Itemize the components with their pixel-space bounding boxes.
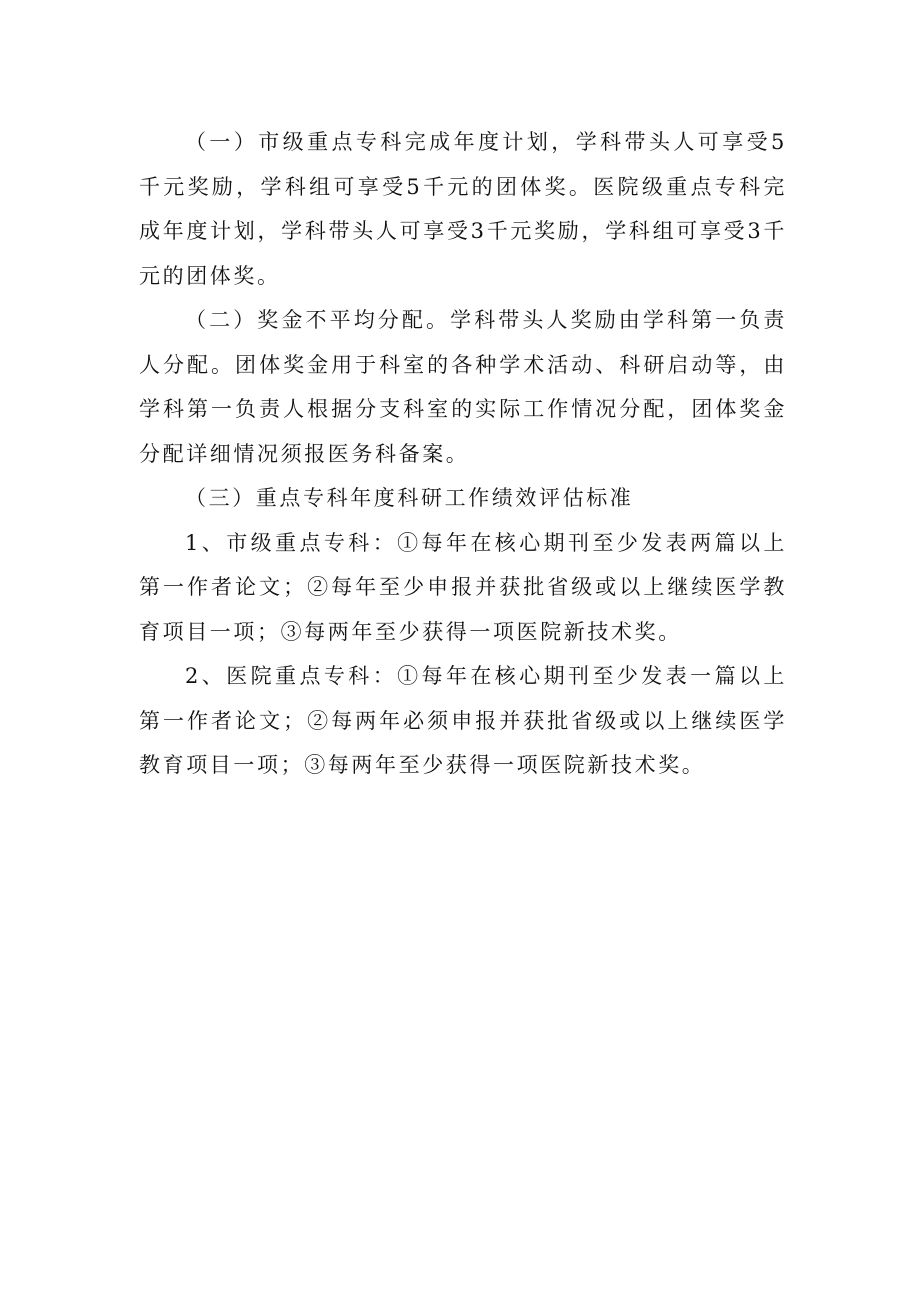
paragraph-city-specialty-criteria: 1、市级重点专科：①每年在核心期刊至少发表两篇以上第一作者论文；②每年至少申报并获批省级或以上继续医学教育项目一项；③每两年至少获得一项医院新技术奖。: [139, 530, 787, 644]
paragraph-bonus-distribution: （二）奖金不平均分配。学科带头人奖励由学科第一负责人分配。团体奖金用于科室的各种学术活动、科研启动等，由学科第一负责人根据分支科室的实际工作情况分配，团体奖金分配详细情况须报医务科备案。: [139, 308, 787, 466]
paragraph-evaluation-heading: （三）重点专科年度科研工作绩效评估标准: [185, 486, 634, 510]
document-body: [139, 120, 787, 788]
paragraph-reward-amounts: （一）市级重点专科完成年度计划，学科带头人可享受5千元奖励，学科组可享受5千元的团体奖。医院级重点专科完成年度计划，学科带头人可享受3千元奖励，学科组可享受3千元的团体奖。: [139, 130, 787, 288]
paragraph-hospital-specialty-criteria: 2、医院重点专科：①每年在核心期刊至少发表一篇以上第一作者论文；②每两年必须申报并获批省级或以上继续医学教育项目一项；③每两年至少获得一项医院新技术奖。: [139, 664, 787, 777]
